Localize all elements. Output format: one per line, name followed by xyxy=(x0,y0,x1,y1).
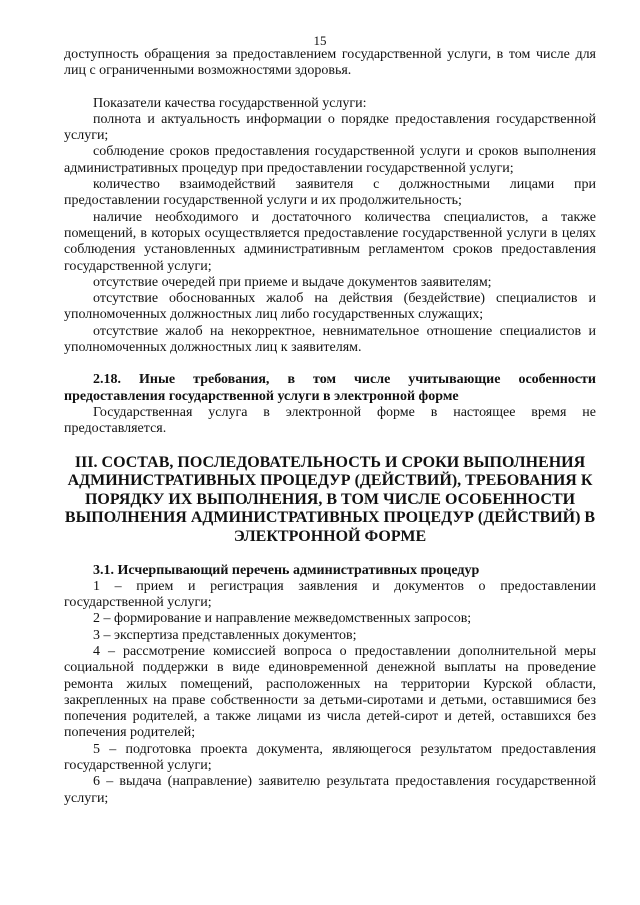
quality-item: отсутствие жалоб на некорректное, невнимательное отношение специалистов и уполномоченных должностных лиц к заявителям. xyxy=(64,323,596,356)
procedure-item: 5 – подготовка проекта документа, являющегося результатом предоставления государственной услуги; xyxy=(64,741,596,774)
quality-item: отсутствие обоснованных жалоб на действия (бездействие) специалистов и уполномоченных должностных лиц либо государственных служащих; xyxy=(64,291,596,323)
quality-intro: Показатели качества государственной услуги: xyxy=(93,95,367,111)
section-2-18-title: 2.18. Иные требования, в том числе учитывающие особенности предоставления государственной услуги в электронной форме xyxy=(64,372,596,404)
quality-item: количество взаимодействий заявителя с должностными лицами при предоставлении государственной услуги и их продолжительность; xyxy=(64,177,596,209)
quality-item: отсутствие очередей при приеме и выдаче документов заявителям; xyxy=(93,274,492,290)
paragraph-accessibility: доступность обращения за предоставлением государственной услуги, в том числе для лиц с ограниченными возможностями здоровья. xyxy=(64,47,596,79)
quality-item: наличие необходимого и достаточного количества специалистов, а также помещений, в которых осуществляется предоставление государственной услуги в целях соблюдения установленных административным регламентом сроков предоставления государственной услуги; xyxy=(64,209,596,274)
page-number: 15 xyxy=(313,33,327,48)
document-body xyxy=(64,47,596,807)
procedure-item: 4 – рассмотрение комиссией вопроса о предоставлении дополнительной меры социальной поддержки в виде единовременной денежной выплаты на проведение ремонта жилых помещений, расположенных на территории Курской области, закрепленных на праве собственности за детьми-сиротами и детьми, оставшимися без попечения родителей, а также лицами из числа детей-сирот и детей, оставшихся без попечения родителей; xyxy=(64,643,596,741)
chapter-3-heading: III. СОСТАВ, ПОСЛЕДОВАТЕЛЬНОСТЬ И СРОКИ ВЫПОЛНЕНИЯ АДМИНИСТРАТИВНЫХ ПРОЦЕДУР (ДЕЙСТВИЙ), ТРЕБОВАНИЯ К ПОРЯДКУ ИХ ВЫПОЛНЕНИЯ, В ТОМ ЧИСЛЕ ОСОБЕННОСТИ ВЫПОЛНЕНИЯ АДМИНИСТРАТИВНЫХ ПРОЦЕДУР (ДЕЙСТВИЙ) В ЭЛЕКТРОННОЙ ФОРМЕ xyxy=(64,453,596,545)
section-2-18-text: Государственная услуга в электронной форме в настоящее время не предоставляется. xyxy=(64,404,596,437)
quality-item: полнота и актуальность информации о порядке предоставления государственной услуги; xyxy=(64,111,596,144)
procedure-item: 6 – выдача (направление) заявителю результата предоставления государственной услуги; xyxy=(64,774,596,806)
quality-item: соблюдение сроков предоставления государственной услуги и сроков выполнения административных процедур при предоставлении государственной услуги; xyxy=(64,144,596,176)
procedure-item: 2 – формирование и направление межведомственных запросов; xyxy=(93,611,472,627)
section-3-1-title: 3.1. Исчерпывающий перечень административных процедур xyxy=(93,562,480,578)
procedure-item: 3 – экспертиза представленных документов; xyxy=(93,627,357,643)
procedure-item: 1 – прием и регистрация заявления и документов о предоставлении государственной услуги; xyxy=(64,578,596,611)
